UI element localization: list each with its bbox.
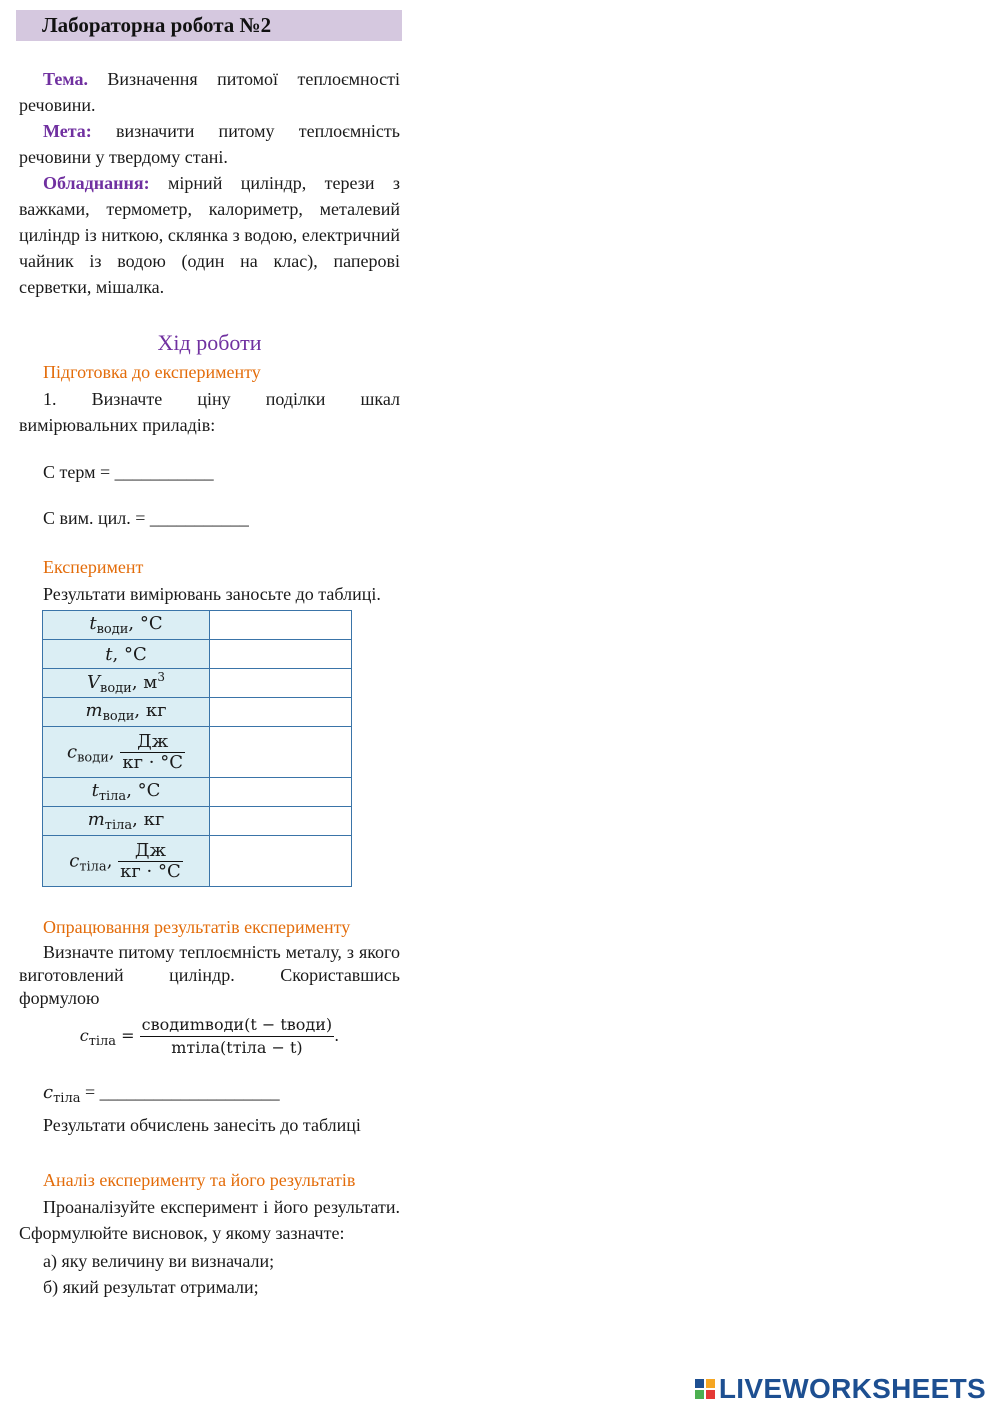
quantity-cell bbox=[43, 640, 210, 669]
logo-text: LIVEWORKSHEETS bbox=[718, 1373, 986, 1404]
unit-superscript: 3 bbox=[157, 670, 165, 684]
quantity-symbol: c bbox=[67, 741, 78, 762]
unit-fraction: $\frac{Дж}{кг \cdot ^\circ C}$ bbox=[122, 730, 183, 773]
value-input-cell[interactable] bbox=[210, 611, 352, 640]
measurement-table bbox=[42, 610, 352, 887]
formula-lhs: $c_{тіла}$ bbox=[79, 1026, 117, 1049]
prep-heading: Підготовка до експерименту bbox=[43, 362, 261, 382]
table-row bbox=[43, 778, 352, 807]
value-input-cell[interactable] bbox=[210, 640, 352, 669]
topic-text: Визначення питомої теплоємності речовини. bbox=[19, 69, 400, 115]
table-row bbox=[43, 640, 352, 669]
equipment-paragraph bbox=[19, 170, 400, 300]
page-title: Лабораторна робота №2 bbox=[16, 10, 402, 41]
value-input-cell[interactable] bbox=[210, 836, 352, 887]
table-row bbox=[43, 836, 352, 887]
quantity-subscript: води bbox=[77, 750, 109, 765]
experiment-text: Результати вимірювань заносьте до таблиці. bbox=[43, 584, 381, 604]
quantity-unit: , °C bbox=[128, 613, 163, 634]
quantity-unit: , °C bbox=[112, 643, 147, 665]
table-row bbox=[43, 727, 352, 778]
table-row bbox=[43, 611, 352, 640]
quantity-symbol: V bbox=[87, 672, 101, 693]
table-row bbox=[43, 669, 352, 698]
analysis-item-a: а) яку величину ви визначали; bbox=[43, 1251, 275, 1271]
goal-paragraph bbox=[19, 118, 400, 170]
analysis-heading: Аналіз експерименту та його результатів bbox=[43, 1170, 356, 1190]
quantity-subscript: води bbox=[100, 681, 132, 696]
quantity-symbol: m bbox=[85, 700, 103, 721]
experiment-heading: Експеримент bbox=[43, 557, 144, 577]
worksheet-column bbox=[19, 10, 400, 1300]
quantity-cell bbox=[43, 611, 210, 640]
topic-label: Тема. bbox=[43, 69, 88, 89]
liveworksheets-logo[interactable] bbox=[695, 1372, 986, 1406]
quantity-cell bbox=[43, 669, 210, 698]
value-input-cell[interactable] bbox=[210, 807, 352, 836]
quantity-symbol: t bbox=[105, 643, 113, 665]
quantity-subscript: тіла bbox=[79, 859, 107, 874]
processing-heading: Опрацювання результатів експерименту bbox=[43, 917, 351, 937]
unit-fraction: $\frac{Дж}{кг \cdot ^\circ C}$ bbox=[120, 839, 181, 882]
quantity-symbol: t bbox=[89, 613, 97, 634]
c-vim-field[interactable]: С вим. цил. = ___________ bbox=[43, 508, 249, 528]
value-input-cell[interactable] bbox=[210, 727, 352, 778]
quantity-cell: $c_{тіла}$, $\frac{Дж}{кг \cdot ^\circ C}$ bbox=[43, 836, 210, 887]
processing-text: Визначте питому теплоємність металу, з якого виготовлений циліндр. Скориставшись формулою bbox=[19, 942, 400, 1008]
quantity-cell bbox=[43, 698, 210, 727]
goal-label: Мета: bbox=[43, 121, 92, 141]
procedure-heading: Хід роботи bbox=[157, 330, 262, 355]
quantity-symbol: c bbox=[69, 850, 80, 871]
c-term-field[interactable]: С терм = ___________ bbox=[43, 462, 214, 482]
quantity-subscript: води bbox=[96, 622, 129, 637]
value-input-cell[interactable] bbox=[210, 669, 352, 698]
quantity-subscript: тіла bbox=[98, 789, 127, 804]
quantity-cell bbox=[43, 807, 210, 836]
formula-denominator: mтіла(tтіла − t) bbox=[171, 1038, 303, 1057]
quantity-symbol: m bbox=[87, 809, 105, 830]
quantity-cell bbox=[43, 778, 210, 807]
analysis-item-b: б) який результат отримали; bbox=[43, 1277, 259, 1297]
formula-fraction bbox=[140, 1014, 335, 1059]
table-row bbox=[43, 698, 352, 727]
topic-paragraph bbox=[19, 66, 400, 118]
logo-icon bbox=[695, 1379, 715, 1399]
prep-text: 1. Визначте ціну поділки шкал вимірювальних приладів: bbox=[19, 389, 400, 435]
quantity-unit: , кг bbox=[132, 809, 165, 830]
table-row bbox=[43, 807, 352, 836]
equipment-text: мірний циліндр, терези з важками, термометр, калориметр, металевий циліндр із ниткою, склянка з водою, електричний чайник із водою (один на клас), паперові серветки, мішалка. bbox=[19, 173, 401, 297]
result-text: Результати обчислень занесіть до таблиці bbox=[43, 1115, 361, 1135]
quantity-symbol: t bbox=[91, 780, 99, 801]
value-input-cell[interactable] bbox=[210, 698, 352, 727]
c-result-field[interactable]: $c_{тіла}$ = ____________________ bbox=[43, 1082, 280, 1106]
analysis-text: Проаналізуйте експеримент і його результати. Сформулюйте висновок, у якому зазначте: bbox=[19, 1197, 400, 1243]
quantity-unit: , кг bbox=[134, 700, 167, 721]
formula-numerator: cводиmводи(t − tводи) bbox=[140, 1014, 335, 1037]
equipment-label: Обладнання: bbox=[43, 173, 150, 193]
quantity-subscript: тіла bbox=[104, 818, 133, 833]
quantity-unit: , °C bbox=[126, 780, 161, 801]
value-input-cell[interactable] bbox=[210, 778, 352, 807]
formula: $c_{тіла}$ = $\frac{\text{cводиmводи(t − tводи)}}{\text{mтіла(tтіла − t)}}$ . bbox=[79, 1015, 340, 1057]
goal-text: визначити питому теплоємність речовини у твердому стані. bbox=[19, 121, 400, 167]
quantity-cell: $c_{води}$, $\frac{Дж}{кг \cdot ^\circ C}$ bbox=[43, 727, 210, 778]
quantity-subscript: води bbox=[102, 709, 135, 724]
quantity-unit: , м bbox=[131, 672, 158, 693]
